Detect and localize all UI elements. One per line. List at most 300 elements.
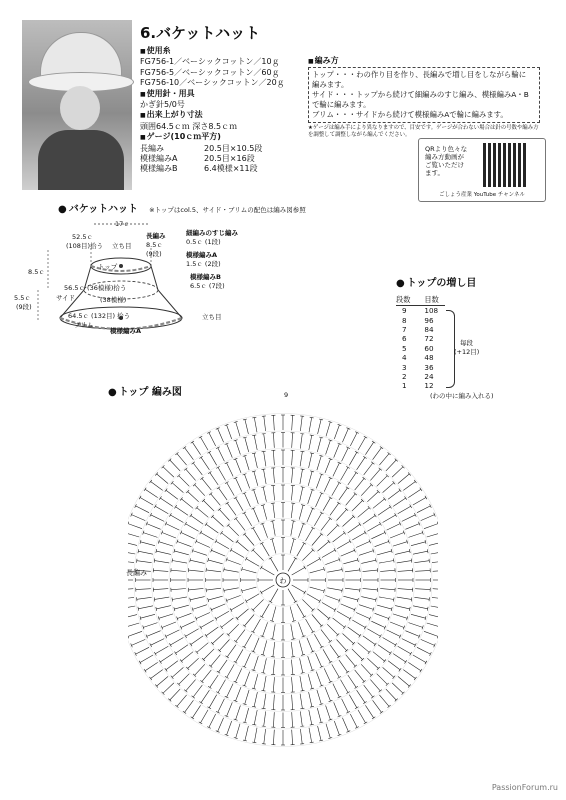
stitch-mark bbox=[254, 656, 259, 670]
stitch-mark bbox=[342, 448, 349, 462]
stitch-mark bbox=[348, 473, 356, 485]
stitch-mark bbox=[171, 570, 186, 571]
chart-start-label: 9 bbox=[284, 391, 289, 399]
chart-heading: ● トップ 編み図 bbox=[108, 380, 182, 399]
stitch-mark bbox=[312, 534, 322, 546]
stitch-top bbox=[301, 673, 305, 674]
stitch-mark bbox=[228, 624, 239, 635]
stitch-mark bbox=[397, 561, 412, 563]
stitch-top bbox=[300, 726, 304, 727]
stitch-mark bbox=[343, 596, 358, 600]
stitch-mark bbox=[227, 702, 233, 716]
stitch-top bbox=[185, 635, 187, 639]
stitch-mark bbox=[348, 675, 356, 687]
stitch-mark bbox=[355, 670, 364, 682]
stitch-mark bbox=[143, 533, 157, 538]
stitch-mark bbox=[181, 652, 193, 661]
stitch-mark bbox=[236, 498, 244, 511]
stitch-mark bbox=[211, 550, 225, 556]
stitch-mark bbox=[166, 524, 180, 531]
stitch-mark bbox=[218, 699, 225, 713]
stitch-top bbox=[261, 487, 265, 488]
stitch-mark bbox=[332, 664, 340, 677]
stitch-mark bbox=[367, 492, 378, 502]
stitch-top bbox=[208, 707, 212, 709]
label-suji: 細編みのすじ編み bbox=[186, 229, 238, 237]
stitch-mark bbox=[231, 550, 244, 558]
stitch-mark bbox=[174, 605, 189, 609]
stitch-mark bbox=[236, 630, 245, 642]
stitch-top bbox=[425, 496, 427, 499]
qr-code-icon[interactable] bbox=[483, 143, 527, 187]
stitch-mark bbox=[209, 452, 217, 465]
stitch-top bbox=[154, 652, 156, 656]
stitch-top bbox=[429, 559, 430, 563]
stitch-mark bbox=[361, 664, 371, 675]
stitch-mark bbox=[151, 482, 163, 491]
stitch-top bbox=[379, 522, 381, 526]
stitch-mark bbox=[350, 714, 357, 727]
stitch-mark bbox=[236, 649, 244, 662]
stitch-mark bbox=[244, 534, 254, 546]
stitch-mark bbox=[395, 551, 410, 554]
stitch-mark bbox=[153, 589, 168, 590]
stitch-mark bbox=[300, 711, 302, 726]
stitch-top bbox=[355, 451, 359, 453]
stitch-mark bbox=[193, 685, 202, 697]
stitch-mark bbox=[358, 437, 366, 450]
stitch-mark bbox=[177, 542, 191, 547]
stitch-mark bbox=[170, 515, 183, 523]
stitch-mark bbox=[300, 469, 303, 484]
stitch-mark bbox=[138, 551, 153, 554]
stitch-mark bbox=[236, 687, 242, 701]
stitch-mark bbox=[413, 551, 428, 554]
stitch-mark bbox=[292, 695, 293, 710]
stitch-mark bbox=[361, 560, 376, 563]
stitch-mark bbox=[172, 667, 183, 677]
stitch-mark bbox=[330, 645, 339, 657]
stitch-mark bbox=[195, 485, 205, 496]
qr-text: QRより色々な編み方動画がご覧いただけます。 bbox=[425, 145, 468, 177]
stitch-mark bbox=[211, 494, 221, 506]
stitch-top bbox=[262, 434, 266, 435]
stitch-top bbox=[154, 559, 155, 563]
stitch-mark bbox=[424, 631, 438, 636]
stitch-mark bbox=[145, 489, 158, 497]
stitch-mark bbox=[373, 652, 385, 661]
stitch-top bbox=[364, 436, 367, 438]
stitch-mark bbox=[192, 705, 200, 718]
tools-line: かぎ針5/0号 bbox=[140, 100, 185, 110]
stitch-mark bbox=[373, 448, 382, 460]
stitch-top bbox=[334, 548, 336, 551]
stitch-mark bbox=[405, 524, 419, 530]
stitch-mark bbox=[170, 638, 183, 646]
stitch-mark bbox=[186, 680, 196, 691]
stitch-top bbox=[364, 626, 366, 629]
stitch-mark bbox=[218, 680, 226, 693]
stitch-mark bbox=[288, 558, 296, 571]
stitch-mark bbox=[322, 603, 335, 611]
stitch-mark bbox=[236, 724, 240, 738]
stitch-mark bbox=[332, 483, 340, 496]
stitch-top bbox=[190, 558, 191, 562]
stitch-mark bbox=[432, 561, 438, 563]
stitch-mark bbox=[316, 653, 322, 667]
method-heading: ■ 編み方 bbox=[308, 56, 540, 67]
stitch-mark bbox=[323, 649, 331, 662]
stitch-top bbox=[311, 527, 314, 529]
stitch-mark bbox=[179, 674, 190, 685]
gauge-row: 模様編みA 20.5目×16段 bbox=[140, 154, 255, 164]
stitch-mark bbox=[298, 524, 303, 538]
stitch-mark bbox=[128, 551, 135, 554]
stitch-mark bbox=[254, 728, 257, 743]
stitch-top bbox=[206, 568, 207, 572]
stitch-mark bbox=[337, 611, 350, 619]
stitch-mark bbox=[421, 639, 435, 645]
stitch-top bbox=[172, 559, 173, 563]
stitch-mark bbox=[413, 606, 428, 609]
stitch-mark bbox=[155, 646, 168, 654]
stitch-top bbox=[393, 559, 394, 563]
method-line: サイド・・・トップから続けて細編みのすじ編み、模様編みA・Bで輪に編みます。 bbox=[312, 90, 529, 109]
stitch-mark bbox=[172, 561, 187, 564]
stitch-mark bbox=[137, 597, 152, 599]
stitch-mark bbox=[128, 542, 137, 546]
stitch-top bbox=[199, 436, 202, 438]
stitch-mark bbox=[291, 521, 294, 536]
stitch-mark bbox=[413, 655, 426, 663]
stitch-mark bbox=[170, 460, 180, 471]
stitch-mark bbox=[358, 643, 370, 653]
stitch-top bbox=[261, 673, 265, 674]
stitch-top bbox=[262, 469, 266, 470]
stitch-mark bbox=[219, 640, 229, 651]
stitch-mark bbox=[210, 675, 218, 687]
stitch-mark bbox=[242, 587, 257, 591]
stitch-mark bbox=[159, 542, 173, 546]
stitch-mark bbox=[162, 533, 176, 539]
stitch-mark bbox=[264, 416, 266, 431]
stitch-mark bbox=[227, 444, 233, 458]
stitch-mark bbox=[136, 506, 149, 513]
stitch-mark bbox=[197, 643, 209, 653]
stitch-mark bbox=[421, 515, 435, 521]
stitch-mark bbox=[387, 524, 401, 531]
stitch-top bbox=[185, 522, 187, 526]
increase-table bbox=[396, 295, 445, 391]
diagram-note: ※トップはcol.5、サイド・ブリムの配色は編み図参照 bbox=[149, 206, 306, 214]
stitch-mark bbox=[166, 490, 178, 499]
stitch-mark bbox=[140, 655, 153, 663]
stitch-mark bbox=[310, 569, 325, 573]
stitch-mark bbox=[309, 418, 312, 433]
hat-schematic bbox=[0, 210, 300, 340]
stitch-mark bbox=[398, 506, 411, 514]
stitch-mark bbox=[307, 559, 320, 567]
stitch-mark bbox=[236, 706, 241, 720]
stitch-mark bbox=[218, 429, 224, 443]
stitch-top bbox=[410, 652, 412, 656]
stitch-mark bbox=[314, 513, 322, 526]
stitch-mark bbox=[297, 543, 305, 556]
stitch-mark bbox=[300, 434, 302, 449]
stitch-mark bbox=[216, 541, 229, 549]
stitch-mark bbox=[191, 516, 203, 525]
stitch-mark bbox=[352, 620, 365, 628]
stitch-mark bbox=[333, 463, 340, 477]
stitch-mark bbox=[186, 524, 199, 532]
stitch-mark bbox=[160, 654, 172, 662]
stitch-mark bbox=[365, 705, 373, 718]
stitch-top bbox=[425, 661, 427, 664]
stitch-mark bbox=[244, 634, 252, 647]
stitch-mark bbox=[333, 684, 340, 698]
stitch-mark bbox=[246, 559, 259, 567]
stitch-mark bbox=[364, 463, 373, 475]
stitch-mark bbox=[155, 506, 168, 514]
stitch-mark bbox=[361, 597, 376, 600]
stitch-mark bbox=[341, 680, 349, 693]
table-row: 6 72 bbox=[402, 334, 434, 344]
stitch-top bbox=[208, 451, 212, 453]
stitch-mark bbox=[308, 656, 313, 670]
stitch-mark bbox=[166, 630, 180, 637]
stitch-top bbox=[376, 558, 377, 562]
stitch-mark bbox=[307, 594, 320, 602]
tools-heading: 使用針・用具 bbox=[146, 88, 195, 98]
stitch-mark bbox=[345, 570, 360, 572]
label-h85: 8.5ｃ bbox=[28, 268, 45, 276]
stitch-mark bbox=[341, 604, 355, 610]
stitch-mark bbox=[342, 718, 348, 732]
stitch-mark bbox=[291, 642, 293, 657]
stitch-mark bbox=[222, 533, 234, 542]
stitch-mark bbox=[253, 638, 259, 652]
stitch-mark bbox=[398, 646, 411, 654]
stitch-top bbox=[311, 631, 314, 633]
stitch-mark bbox=[291, 624, 294, 639]
stitch-mark bbox=[292, 585, 305, 593]
table-row: 7 84 bbox=[402, 324, 434, 334]
stitch-mark bbox=[141, 614, 156, 618]
stitch-mark bbox=[398, 589, 413, 590]
stitch-mark bbox=[386, 460, 396, 471]
stitch-mark bbox=[177, 613, 191, 618]
stitch-mark bbox=[393, 614, 407, 618]
stitch-mark bbox=[236, 668, 242, 682]
stitch-mark bbox=[162, 622, 176, 628]
qr-caption: ごしょう産業 YouTube チャンネル bbox=[438, 192, 526, 198]
stitch-mark bbox=[367, 524, 380, 532]
stitch-mark bbox=[227, 684, 234, 698]
stitch-top bbox=[329, 477, 333, 479]
stitch-mark bbox=[343, 634, 354, 644]
stitch-mark bbox=[273, 624, 276, 639]
stitch-mark bbox=[317, 690, 321, 704]
stitch-mark bbox=[128, 589, 133, 590]
stitch-mark bbox=[224, 588, 239, 591]
stitch-mark bbox=[309, 710, 312, 725]
stitch-mark bbox=[333, 533, 345, 542]
stitch-mark bbox=[352, 533, 365, 541]
gauge-row: 模様編みB 6.4模様×11段 bbox=[140, 164, 258, 174]
table-row: 2 24 bbox=[402, 371, 434, 381]
stitch-top bbox=[376, 598, 377, 602]
stitch-top bbox=[310, 724, 314, 725]
stitch-mark bbox=[273, 521, 276, 536]
stitch-top bbox=[319, 600, 321, 604]
stitch-mark bbox=[186, 469, 196, 480]
stitch-mark bbox=[237, 541, 249, 551]
stitch-mark bbox=[163, 467, 174, 477]
stitch-top bbox=[395, 513, 397, 516]
hat-photo bbox=[22, 20, 132, 190]
material-line: FG756-10／ベーシックコットン／20ｇ bbox=[140, 78, 285, 88]
stitch-top bbox=[252, 435, 256, 436]
stitch-mark bbox=[244, 653, 250, 667]
stitch-mark bbox=[219, 509, 229, 520]
stitch-mark bbox=[429, 615, 438, 619]
stitch-mark bbox=[151, 670, 163, 679]
stitch-mark bbox=[383, 667, 394, 677]
stitch-top bbox=[206, 588, 207, 592]
stitch-top bbox=[395, 643, 397, 646]
stitch-mark bbox=[431, 551, 438, 554]
stitch-mark bbox=[245, 690, 249, 704]
stitch-mark bbox=[292, 415, 293, 430]
stitch-mark bbox=[427, 623, 438, 627]
label-05: 0.5ｃ (1段) bbox=[186, 238, 221, 246]
gauge-heading: ゲージ(10ｃｍ平方) bbox=[146, 132, 221, 142]
stitch-mark bbox=[273, 677, 274, 692]
stitch-mark bbox=[195, 664, 205, 675]
stitch-mark bbox=[415, 589, 430, 590]
stitch-top bbox=[154, 505, 156, 509]
stitch-mark bbox=[202, 478, 211, 490]
stitch-mark bbox=[227, 425, 232, 439]
stitch-top bbox=[260, 542, 264, 544]
stitch-mark bbox=[227, 560, 241, 565]
stitch-top bbox=[384, 531, 386, 535]
stitch-mark bbox=[386, 689, 396, 700]
label-modB: 模様編みB bbox=[190, 273, 221, 281]
stitch-top bbox=[216, 466, 219, 468]
stitch-mark bbox=[193, 463, 202, 475]
label-top-width: 17ｃ bbox=[115, 220, 130, 228]
stitch-mark bbox=[219, 660, 228, 672]
stitch-mark bbox=[308, 674, 312, 689]
stitch-top bbox=[364, 531, 366, 534]
stitch-mark bbox=[337, 541, 350, 549]
stitch-mark bbox=[326, 440, 331, 454]
label-modA: 模様編みA bbox=[186, 251, 218, 259]
qr-card[interactable] bbox=[418, 138, 546, 202]
stitch-mark bbox=[291, 503, 293, 518]
stitch-mark bbox=[201, 533, 214, 541]
stitch-mark bbox=[373, 499, 385, 508]
stitch-top bbox=[346, 692, 349, 694]
stitch-mark bbox=[411, 614, 426, 618]
stitch-top bbox=[300, 451, 304, 452]
stitch-top bbox=[300, 434, 304, 435]
brace-label-2: (+12目) bbox=[454, 348, 480, 356]
stitch-mark bbox=[189, 588, 204, 590]
stitch-mark bbox=[413, 498, 426, 506]
stitch-mark bbox=[245, 438, 249, 453]
stitch-mark bbox=[377, 674, 388, 685]
stitch-mark bbox=[218, 467, 226, 480]
stitch-mark bbox=[343, 560, 358, 564]
stitch-top bbox=[252, 724, 256, 725]
stitch-mark bbox=[227, 645, 236, 657]
stitch-mark bbox=[427, 533, 438, 537]
stitch-mark bbox=[185, 700, 194, 712]
stitch-mark bbox=[383, 638, 396, 646]
stitch-mark bbox=[212, 516, 223, 526]
stitch-mark bbox=[356, 613, 370, 619]
stitch-top bbox=[338, 482, 342, 484]
stitch-mark bbox=[218, 718, 224, 732]
stitch-mark bbox=[302, 550, 313, 561]
stitch-mark bbox=[157, 474, 169, 484]
stitch-top bbox=[271, 639, 275, 640]
stitch-mark bbox=[172, 597, 187, 600]
stitch-mark bbox=[227, 463, 234, 477]
stitch-mark bbox=[172, 483, 183, 493]
stitch-mark bbox=[363, 636, 375, 645]
stitch-mark bbox=[128, 533, 139, 537]
table-row: 4 48 bbox=[402, 353, 434, 363]
stitch-mark bbox=[231, 603, 244, 611]
method-box bbox=[308, 67, 540, 123]
stitch-mark bbox=[136, 647, 149, 654]
stitch-mark bbox=[370, 469, 380, 480]
label-side: サイド bbox=[56, 294, 76, 302]
stitch-mark bbox=[292, 568, 305, 576]
stitch-mark bbox=[352, 649, 363, 660]
stitch-mark bbox=[397, 597, 412, 599]
stitch-mark bbox=[171, 589, 186, 590]
stitch-mark bbox=[206, 627, 218, 636]
stitch-mark bbox=[429, 542, 438, 546]
stitch-mark bbox=[306, 619, 314, 632]
stitch-mark bbox=[147, 524, 161, 530]
stitch-mark bbox=[272, 539, 276, 554]
stitch-top bbox=[329, 681, 333, 683]
stitch-top bbox=[252, 742, 256, 743]
stitch-mark bbox=[334, 702, 340, 716]
stitch-mark bbox=[210, 473, 218, 485]
stitch-mark bbox=[398, 676, 410, 686]
label-15: 1.5ｃ (2段) bbox=[186, 260, 221, 268]
materials-heading: 使用糸 bbox=[146, 46, 171, 55]
stitch-mark bbox=[236, 440, 241, 454]
stitch-mark bbox=[300, 676, 303, 691]
stitch-mark bbox=[128, 606, 135, 609]
stitch-mark bbox=[271, 558, 279, 571]
stitch-mark bbox=[402, 515, 416, 522]
table-row: 5 60 bbox=[402, 343, 434, 353]
watermark: PassionForum.ru bbox=[491, 783, 558, 792]
size-heading: 出来上がり寸法 bbox=[146, 110, 203, 120]
stitch-top bbox=[291, 503, 295, 504]
stitch-mark bbox=[155, 561, 170, 563]
stitch-mark bbox=[132, 515, 146, 521]
increase-heading: ● トップの増し目 bbox=[396, 274, 494, 289]
